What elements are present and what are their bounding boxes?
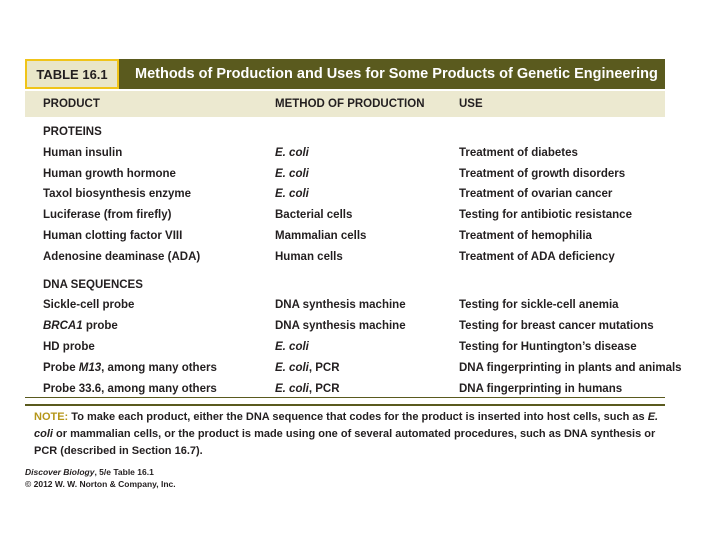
method-cell: Mammalian cells (275, 229, 367, 242)
table-row (25, 205, 665, 226)
table-row (25, 247, 665, 268)
section-heading-dna (25, 275, 665, 296)
note-label: NOTE: (34, 411, 69, 423)
method-cell: E. coli (275, 340, 309, 353)
note-text-1: To make each product, either the DNA sequence that codes for the product is inserted into host cells, such as (68, 411, 648, 423)
column-header-row (25, 91, 665, 117)
product-rest: , among many others (101, 361, 217, 374)
column-header-product: PRODUCT (43, 98, 100, 110)
use-cell: Treatment of growth disorders (459, 167, 626, 180)
table-note (34, 409, 662, 460)
table-row (25, 184, 665, 205)
product-pre: Probe (43, 361, 79, 374)
product-cell: Taxol biosynthesis enzyme (43, 188, 192, 201)
use-cell: Treatment of ovarian cancer (459, 188, 613, 201)
use-cell: Testing for breast cancer mutations (459, 320, 654, 333)
section-heading-label: DNA SEQUENCES (43, 278, 143, 291)
table-body (25, 122, 682, 399)
use-cell: Testing for sickle-cell anemia (459, 299, 619, 312)
table-title-bar (25, 59, 665, 89)
product-cell: Adenosine deaminase (ADA) (43, 250, 201, 263)
note-divider (25, 404, 665, 406)
note-text-2: or mammalian cells, or the product is made using one of several automated procedures, such as DNA synthesis or PCR (described in Section 16.7). (34, 428, 656, 457)
product-cell (43, 316, 118, 337)
product-cell: Human insulin (43, 146, 123, 159)
section-heading-label: PROTEINS (43, 126, 102, 138)
table-row (25, 358, 682, 379)
product-cell (43, 358, 217, 379)
table-row (25, 316, 665, 337)
product-cell: Sickle-cell probe (43, 299, 135, 312)
gene-name: M13 (78, 361, 102, 374)
source-credit (25, 466, 176, 490)
method-cell (275, 358, 340, 379)
product-cell: Luciferase (from firefly) (43, 209, 172, 222)
table-row (25, 164, 665, 185)
use-cell: Treatment of ADA deficiency (459, 250, 615, 263)
product-cell: Probe 33.6, among many others (43, 382, 217, 395)
table-title: Methods of Production and Uses for Some Products of Genetic Engineering (135, 66, 658, 82)
use-cell: DNA fingerprinting in plants and animals (459, 361, 682, 374)
table-row (25, 337, 665, 358)
credit-line-1 (25, 466, 176, 478)
table-label: TABLE 16.1 (25, 59, 119, 89)
section-heading-proteins (25, 122, 665, 143)
use-cell: Testing for antibiotic resistance (459, 209, 632, 222)
method-cell: E. coli (275, 188, 309, 201)
table-bottom-rule (25, 397, 665, 398)
copyright-line: © 2012 W. W. Norton & Company, Inc. (25, 479, 176, 489)
method-cell: DNA synthesis machine (275, 320, 406, 333)
column-header-use: USE (459, 98, 483, 110)
use-cell: Testing for Huntington’s disease (459, 340, 637, 353)
product-cell: Human growth hormone (43, 167, 176, 180)
organism-name: E. coli (275, 361, 309, 374)
method-cell: E. coli (275, 167, 309, 180)
method-rest: , PCR (308, 382, 340, 395)
table-row (25, 295, 665, 316)
product-rest: probe (82, 320, 118, 333)
organism-name: E. coli (275, 382, 309, 395)
method-cell: Human cells (275, 250, 343, 263)
use-cell: Treatment of diabetes (459, 146, 578, 159)
product-cell: HD probe (43, 340, 95, 353)
method-cell: DNA synthesis machine (275, 299, 406, 312)
column-header-method: METHOD OF PRODUCTION (275, 98, 425, 110)
product-cell: Human clotting factor VIII (43, 229, 183, 242)
gene-name: BRCA1 (43, 320, 83, 333)
use-cell: DNA fingerprinting in humans (459, 382, 623, 395)
book-title: Discover Biology (25, 467, 95, 477)
table-row (25, 143, 665, 164)
method-cell: Bacterial cells (275, 209, 353, 222)
method-cell: E. coli (275, 146, 309, 159)
table-row (25, 226, 665, 247)
note-italic: E. coli (34, 411, 659, 440)
use-cell: Treatment of hemophilia (459, 229, 592, 242)
method-rest: , PCR (308, 361, 340, 374)
edition-table: , 5/e Table 16.1 (94, 467, 154, 477)
